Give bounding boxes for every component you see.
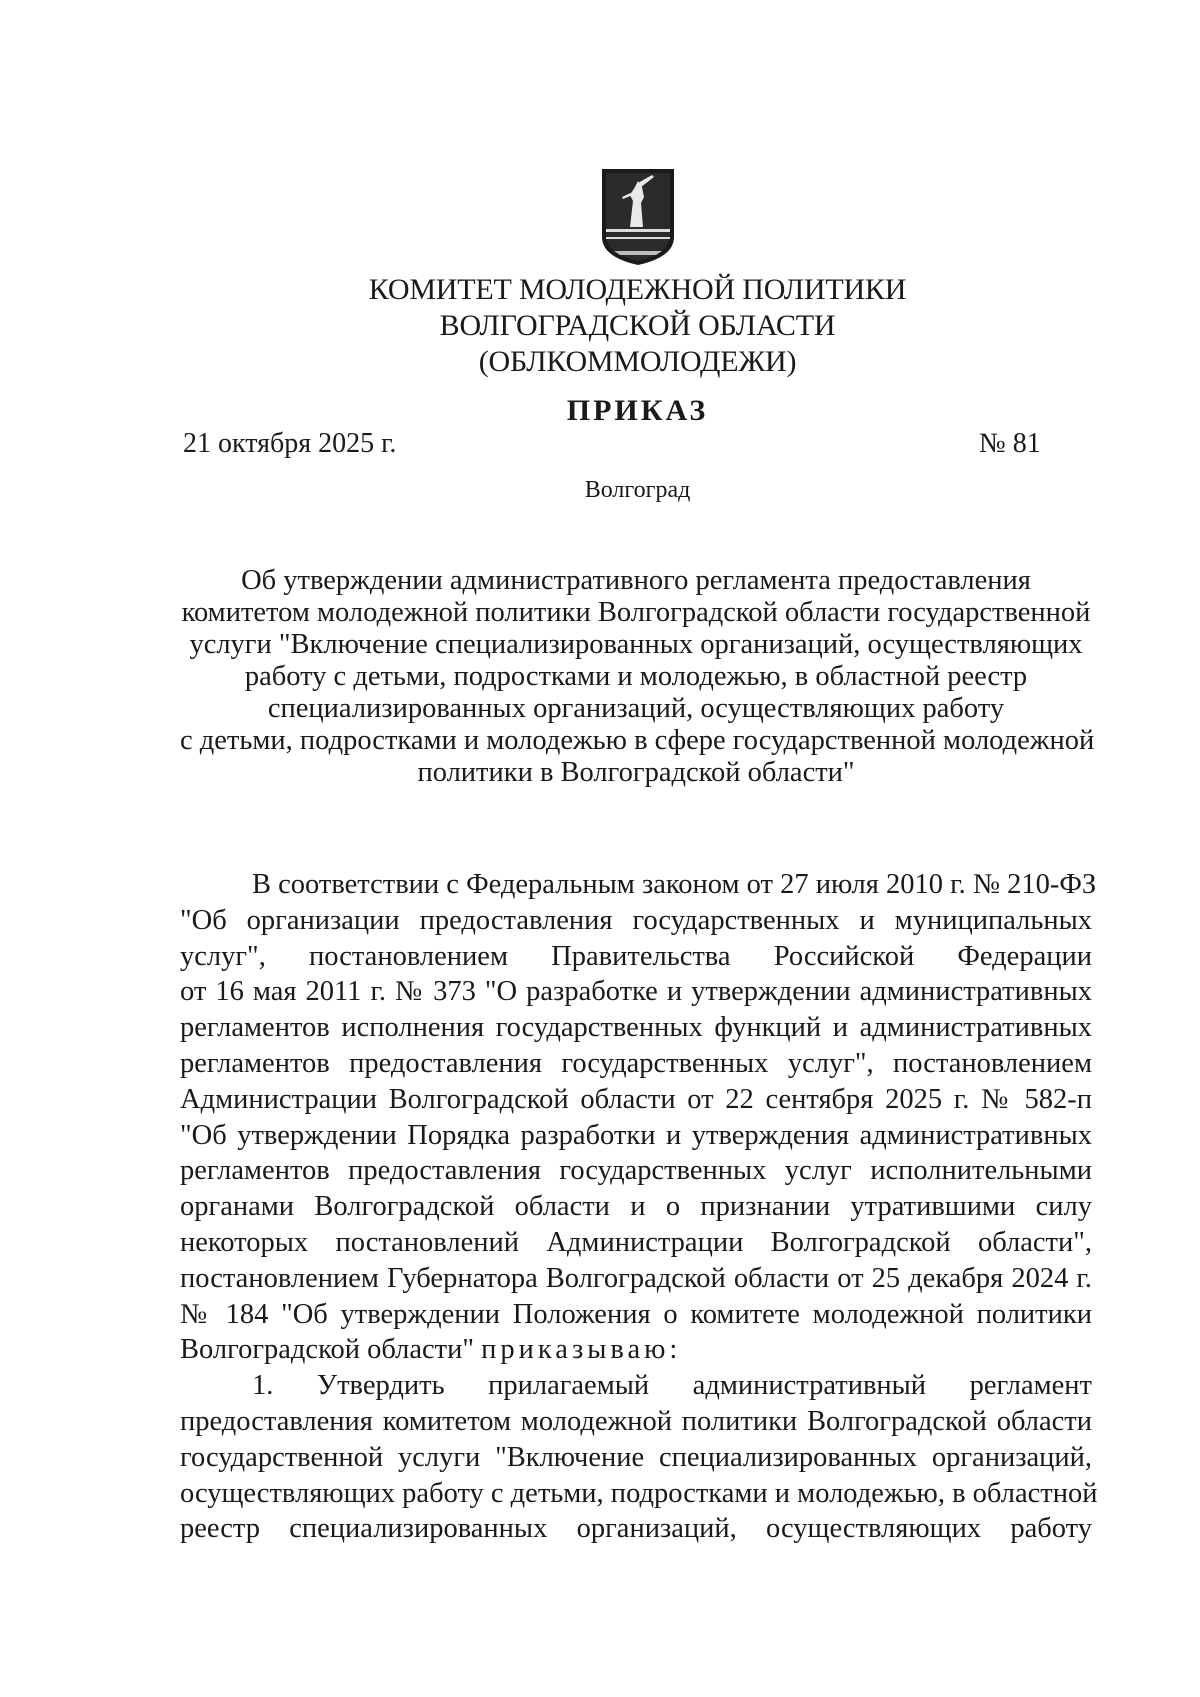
- order-body: [180, 867, 1098, 1547]
- body-line: государственной услуги "Включение специализированных организаций,: [180, 1441, 1092, 1473]
- body-line: В соответствии с Федеральным законом от 27 июля 2010 г. № 210-ФЗ: [252, 869, 1097, 900]
- order-number: № 81: [979, 428, 1041, 459]
- order-word: приказываю:: [481, 1334, 682, 1366]
- subject-line: специализированных организаций, осуществляющих работу: [267, 693, 1005, 724]
- body-line: реестр специализированных организаций, осуществляющих работу: [180, 1513, 1092, 1545]
- subject-line: услуги "Включение специализированных организаций, осуществляющих: [189, 629, 1083, 660]
- body-line-with-order-word: [180, 1332, 1092, 1368]
- subject-line: Об утверждении административного регламента предоставления: [241, 565, 1031, 596]
- body-line: "Об утверждении Порядка разработки и утверждения административных: [180, 1119, 1092, 1151]
- organization-name-line-2: ВОЛГОГРАДСКОЙ ОБЛАСТИ: [439, 309, 836, 342]
- body-line: от 16 мая 2011 г. № 373 "О разработке и утверждении административных: [180, 976, 1092, 1008]
- body-line: Администрации Волгоградской области от 22 сентября 2025 г. № 582-п: [180, 1083, 1092, 1115]
- organization-abbreviation: (ОБЛКОММОЛОДЕЖИ): [478, 345, 797, 378]
- body-line: органами Волгоградской области и о признании утратившими силу: [180, 1191, 1092, 1223]
- body-line: регламентов предоставления государственных услуг исполнительными: [180, 1155, 1092, 1187]
- body-line: некоторых постановлений Администрации Волгоградской области",: [180, 1226, 1092, 1258]
- subject-line: политики в Волгоградской области": [417, 757, 855, 788]
- body-line: № 184 "Об утверждении Положения о комитете молодежной политики: [180, 1298, 1092, 1330]
- order-date: 21 октября 2025 г.: [183, 428, 397, 459]
- city-name: Волгоград: [584, 477, 691, 503]
- subject-line: комитетом молодежной политики Волгоградской области государственной: [181, 597, 1091, 628]
- body-line: постановлением Губернатора Волгоградской области от 25 декабря 2024 г.: [180, 1262, 1092, 1294]
- coat-of-arms-emblem: [600, 167, 676, 267]
- subject-line: с детьми, подростками и молодежью в сфере государственной молодежной: [180, 725, 1095, 756]
- subject-line: работу с детьми, подростками и молодежью, в областной реестр: [244, 661, 1028, 692]
- body-line: регламентов предоставления государственных услуг", постановлением: [180, 1047, 1092, 1079]
- organization-header: [0, 273, 1200, 379]
- body-line: предоставления комитетом молодежной политики Волгоградской области: [180, 1405, 1092, 1437]
- body-line: осуществляющих работу с детьми, подростками и молодежью, в областной: [180, 1477, 1098, 1509]
- document-title: ПРИКАЗ: [566, 394, 709, 427]
- body-line: услуг", постановлением Правительства Российской Федерации: [180, 940, 1092, 972]
- body-line: Волгоградской области": [180, 1334, 475, 1366]
- body-line: регламентов исполнения государственных функций и административных: [180, 1012, 1092, 1044]
- body-line: 1. Утвердить прилагаемый административный регламент: [252, 1370, 1092, 1402]
- body-line: "Об организации предоставления государственных и муниципальных: [180, 904, 1092, 936]
- organization-name-line-1: КОМИТЕТ МОЛОДЕЖНОЙ ПОЛИТИКИ: [368, 273, 907, 306]
- order-subject: [180, 565, 1095, 789]
